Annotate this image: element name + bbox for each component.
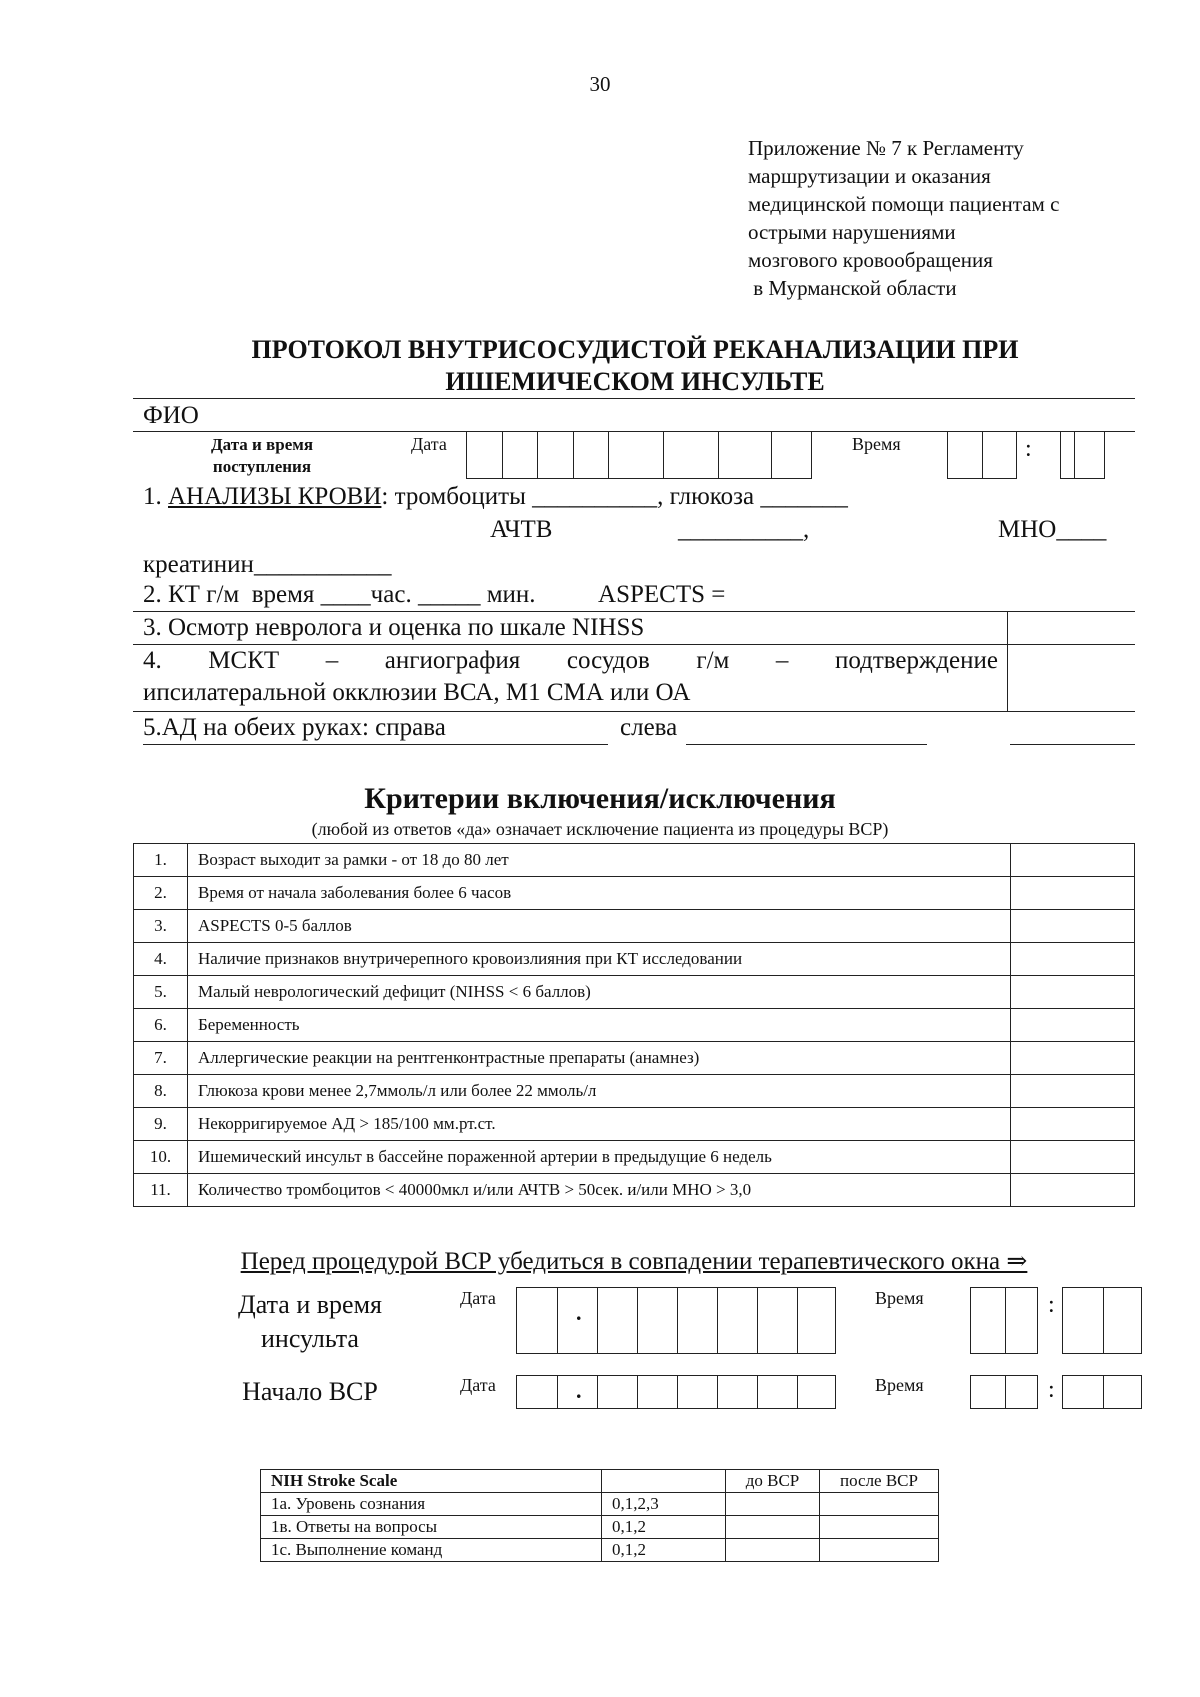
bp-left-label: слева: [620, 714, 678, 741]
time-colon: :: [1048, 1377, 1055, 1403]
achtv-blank: __________,: [678, 516, 810, 543]
table-row: [134, 910, 1135, 943]
divider: [133, 644, 1135, 645]
time-cell-divider: [1074, 432, 1075, 478]
date-cell-divider: [637, 1288, 638, 1353]
table-row: [134, 943, 1135, 976]
divider: [133, 611, 1135, 612]
date-cell-divider: [757, 1288, 758, 1353]
criteria-title: Критерии включения/исключения: [364, 782, 836, 815]
bp-left-blank: [686, 744, 927, 745]
word: подтверждение: [834, 647, 998, 674]
appendix-line: Приложение № 7 к Регламенту: [748, 136, 1024, 160]
nih-scores: 0,1,2: [602, 1516, 726, 1539]
table-row: [261, 1539, 939, 1562]
section-number: 1.: [143, 483, 168, 510]
word: г/м: [696, 647, 730, 674]
criteria-text: Количество тромбоцитов < 40000мкл и/или АЧТВ > 50сек. и/или МНО > 3,0: [188, 1174, 1011, 1207]
nih-item: 1а. Уровень сознания: [261, 1493, 602, 1516]
criteria-text: Глюкоза крови менее 2,7ммоль/л или более 22 ммоль/л: [188, 1075, 1011, 1108]
bp-right-underline: [143, 744, 608, 745]
criteria-text: Малый неврологический дефицит (NIHSS < 6 баллов): [188, 976, 1011, 1009]
table-header: после ВСР: [820, 1470, 939, 1493]
nih-item: 1с. Выполнение команд: [261, 1539, 602, 1562]
criteria-answer-cell[interactable]: [1011, 910, 1135, 943]
criteria-subtitle: (любой из ответов «да» означает исключение пациента из процедуры ВСР): [311, 819, 889, 839]
admission-minutes-boxes[interactable]: [1060, 431, 1105, 479]
stroke-time-time-label: Время: [875, 1288, 924, 1308]
criteria-number: 6.: [134, 1009, 188, 1042]
admission-label-line: поступления: [212, 457, 312, 476]
word: ангиография: [384, 647, 521, 674]
blood-tests-heading: АНАЛИЗЫ КРОВИ: [168, 483, 382, 510]
appendix-line: медицинской помощи пациентам с: [748, 192, 1060, 216]
criteria-number: 10.: [134, 1141, 188, 1174]
criteria-number: 3.: [134, 910, 188, 943]
admission-label: [172, 434, 352, 478]
date-cell-divider: [608, 432, 609, 478]
nih-before-cell[interactable]: [726, 1493, 820, 1516]
stroke-date-boxes[interactable]: [516, 1287, 836, 1354]
date-cell-divider: [757, 1376, 758, 1408]
procedure-start-label: Начало ВСР: [242, 1377, 378, 1406]
admission-date-boxes[interactable]: [466, 431, 812, 479]
section-blood-tests: [143, 482, 848, 512]
section-msct-line2: ипсилатеральной окклюзии ВСА, М1 СМА или ОА: [143, 679, 691, 706]
criteria-answer-cell[interactable]: [1011, 1042, 1135, 1075]
admission-label-line: Дата и время: [210, 435, 314, 454]
date-cell-divider: [663, 432, 664, 478]
stroke-hours-boxes[interactable]: [970, 1287, 1038, 1354]
procedure-date-label: Дата: [460, 1375, 496, 1395]
nih-stroke-scale-table: [260, 1469, 939, 1562]
table-row: [134, 1174, 1135, 1207]
table-row: [261, 1516, 939, 1539]
time-colon: :: [1048, 1292, 1055, 1318]
date-cell-divider: [502, 432, 503, 478]
date-cell-divider: [597, 1288, 598, 1353]
date-cell-divider: [771, 432, 772, 478]
criteria-text: Некорригируемое АД > 185/100 мм.рт.ст.: [188, 1108, 1011, 1141]
table-row: [134, 1042, 1135, 1075]
table-header: до ВСР: [726, 1470, 820, 1493]
word: –: [775, 647, 789, 674]
appendix-line: в Мурманской области: [748, 276, 957, 300]
date-cell-divider: [677, 1288, 678, 1353]
criteria-answer-cell[interactable]: [1011, 844, 1135, 877]
criteria-number: 9.: [134, 1108, 188, 1141]
nih-after-cell[interactable]: [820, 1516, 939, 1539]
word: МСКТ: [208, 647, 280, 674]
criteria-number: 5.: [134, 976, 188, 1009]
nih-after-cell[interactable]: [820, 1493, 939, 1516]
table-row: [134, 877, 1135, 910]
appendix-line: острыми нарушениями: [748, 220, 956, 244]
criteria-text: Беременность: [188, 1009, 1011, 1042]
date-cell-divider: [677, 1376, 678, 1408]
table-row: [134, 1141, 1135, 1174]
time-cell-divider: [1103, 1288, 1104, 1353]
appendix-line: маршрутизации и оказания: [748, 164, 991, 188]
table-row: [134, 1009, 1135, 1042]
criteria-answer-cell[interactable]: [1011, 877, 1135, 910]
stroke-date-label: Дата: [460, 1288, 496, 1308]
criteria-answer-cell[interactable]: [1011, 1141, 1135, 1174]
table-row: [134, 1075, 1135, 1108]
word: сосудов: [566, 647, 650, 674]
date-cell-divider: [573, 432, 574, 478]
date-separator-dot: .: [576, 1300, 582, 1325]
criteria-answer-cell[interactable]: [1011, 1108, 1135, 1141]
criteria-number: 8.: [134, 1075, 188, 1108]
criteria-text: Время от начала заболевания более 6 часов: [188, 877, 1011, 910]
time-cell-divider: [1005, 1288, 1006, 1353]
criteria-number: 11.: [134, 1174, 188, 1207]
check-column-divider: [1007, 611, 1008, 711]
date-cell-divider: [637, 1376, 638, 1408]
nih-scores: 0,1,2: [602, 1539, 726, 1562]
nih-before-cell[interactable]: [726, 1516, 820, 1539]
date-cell-divider: [718, 432, 719, 478]
page-number: 30: [589, 72, 611, 96]
table-row: [261, 1493, 939, 1516]
date-separator-dot: .: [576, 1378, 582, 1403]
time-cell-divider: [1005, 1376, 1006, 1408]
stroke-time-label-line: Дата и время: [238, 1290, 382, 1319]
nih-after-cell[interactable]: [820, 1539, 939, 1562]
blood-tests-fields: : тромбоциты __________, глюкоза _______: [381, 483, 848, 510]
therapeutic-window-note: Перед процедурой ВСР убедиться в совпадении терапевтического окна ⇒: [240, 1248, 1028, 1275]
bp-right-label: 5.АД на обеих руках: справа: [143, 714, 446, 741]
nih-scores: 0,1,2,3: [602, 1493, 726, 1516]
stroke-minutes-boxes[interactable]: [1062, 1287, 1142, 1354]
bp-check-blank: [1010, 744, 1135, 745]
nih-item: 1в. Ответы на вопросы: [261, 1516, 602, 1539]
admission-date-label: Дата: [411, 434, 447, 454]
section-msct-line1: [143, 646, 998, 676]
procedure-minutes-boxes[interactable]: [1062, 1375, 1142, 1409]
criteria-text: Ишемический инсульт в бассейне пораженной артерии в предыдущие 6 недель: [188, 1141, 1011, 1174]
admission-time-label: Время: [852, 434, 901, 454]
table-header-row: [261, 1470, 939, 1493]
divider: [133, 711, 1135, 712]
criteria-answer-cell[interactable]: [1011, 1174, 1135, 1207]
date-cell-divider: [717, 1288, 718, 1353]
appendix-line: мозгового кровообращения: [748, 248, 993, 272]
mno-field: МНО____: [998, 516, 1107, 543]
table-header: NIH Stroke Scale: [261, 1470, 602, 1493]
procedure-date-boxes[interactable]: [516, 1375, 836, 1409]
criteria-answer-cell[interactable]: [1011, 976, 1135, 1009]
criteria-number: 2.: [134, 877, 188, 910]
date-cell-divider: [597, 1376, 598, 1408]
procedure-hours-boxes[interactable]: [970, 1375, 1038, 1409]
section-ct: 2. КТ г/м время ____час. _____ мин. ASPECTS =: [143, 581, 726, 608]
date-cell-divider: [557, 1376, 558, 1408]
document-title: [130, 334, 1140, 398]
title-line-2: ИШЕМИЧЕСКОМ ИНСУЛЬТЕ: [445, 367, 825, 396]
table-row: [134, 976, 1135, 1009]
date-cell-divider: [537, 432, 538, 478]
stroke-time-label: [200, 1288, 420, 1356]
date-cell-divider: [797, 1376, 798, 1408]
word: 4.: [143, 647, 162, 674]
creatinine-field: креатинин___________: [143, 551, 392, 578]
fio-label: ФИО: [143, 402, 199, 429]
date-cell-divider: [717, 1376, 718, 1408]
title-line-1: ПРОТОКОЛ ВНУТРИСОСУДИСТОЙ РЕКАНАЛИЗАЦИИ ПРИ: [251, 335, 1019, 364]
criteria-answer-cell[interactable]: [1011, 1009, 1135, 1042]
stroke-time-label-line: инсульта: [261, 1324, 359, 1353]
admission-hours-boxes[interactable]: [947, 431, 1017, 479]
time-colon: :: [1025, 436, 1032, 462]
word: –: [325, 647, 339, 674]
criteria-text: ASPECTS 0-5 баллов: [188, 910, 1011, 943]
criteria-table: [133, 843, 1135, 1207]
criteria-text: Возраст выходит за рамки - от 18 до 80 лет: [188, 844, 1011, 877]
nih-before-cell[interactable]: [726, 1539, 820, 1562]
criteria-text: Наличие признаков внутричерепного кровоизлияния при КТ исследовании: [188, 943, 1011, 976]
divider: [133, 398, 1135, 399]
criteria-number: 4.: [134, 943, 188, 976]
date-cell-divider: [557, 1288, 558, 1353]
date-cell-divider: [797, 1288, 798, 1353]
table-header: [602, 1470, 726, 1493]
section-neurologist: 3. Осмотр невролога и оценка по шкале NIHSS: [143, 614, 645, 641]
procedure-time-label: Время: [875, 1375, 924, 1395]
time-cell-divider: [1103, 1376, 1104, 1408]
table-row: [134, 844, 1135, 877]
appendix-note: [748, 134, 1059, 302]
time-cell-divider: [982, 432, 983, 478]
criteria-number: 1.: [134, 844, 188, 877]
achtv-label: АЧТВ: [490, 516, 553, 543]
criteria-text: Аллергические реакции на рентгенконтрастные препараты (анамнез): [188, 1042, 1011, 1075]
table-row: [134, 1108, 1135, 1141]
criteria-number: 7.: [134, 1042, 188, 1075]
criteria-answer-cell[interactable]: [1011, 1075, 1135, 1108]
criteria-answer-cell[interactable]: [1011, 943, 1135, 976]
